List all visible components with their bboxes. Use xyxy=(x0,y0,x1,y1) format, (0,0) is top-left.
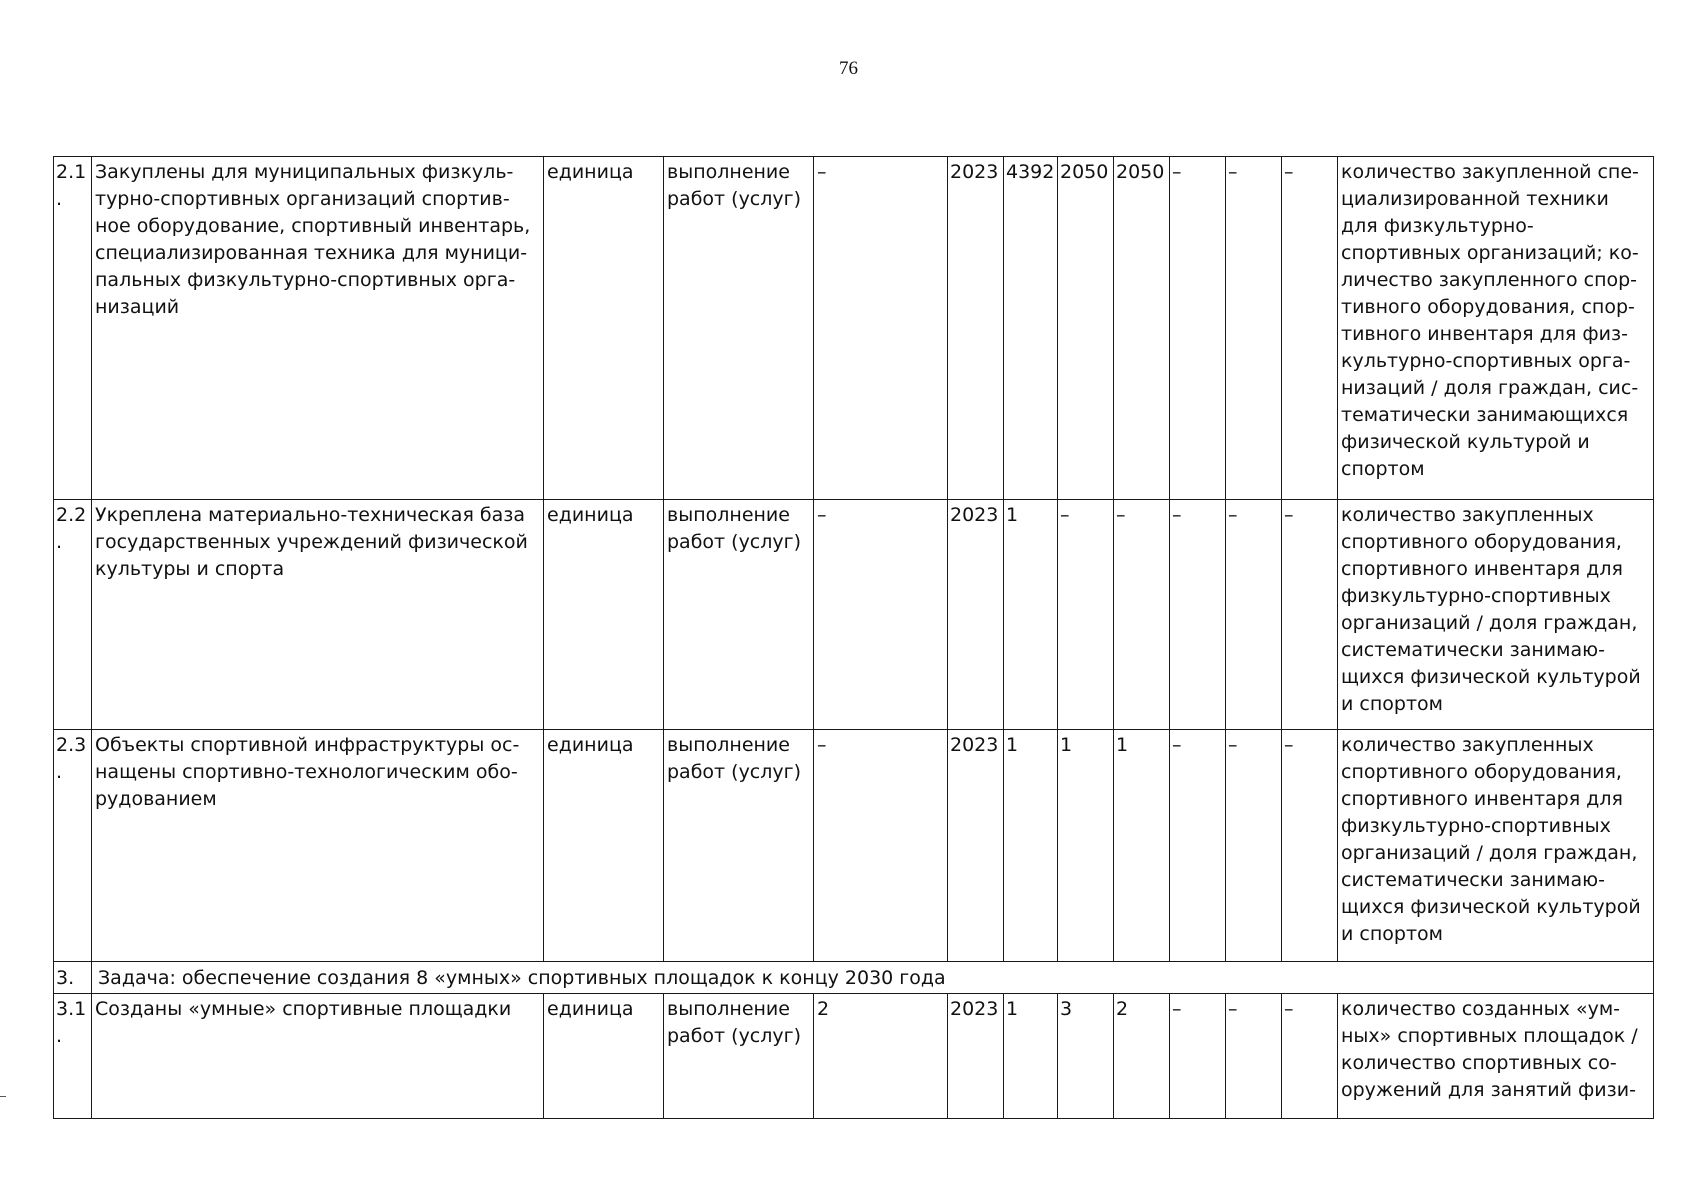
value-cell: 3 xyxy=(1058,994,1114,1119)
link-cell: количество закупленных спортивного оборудования, спортивного инвентаря для физкультурно-спортивных организаций / доля граждан, систематически занимаю-щихся физической культурой и спортом xyxy=(1338,500,1654,730)
table-row xyxy=(54,730,1654,962)
value-cell: – xyxy=(1226,730,1282,962)
value-cell: 2050 xyxy=(1058,157,1114,500)
value-cell: – xyxy=(1170,157,1226,500)
task-text: Задача: обеспечение создания 8 «умных» спортивных площадок к концу 2030 года xyxy=(92,962,1654,994)
base-value-cell: 2 xyxy=(814,994,948,1119)
value-cell: 1 xyxy=(1058,730,1114,962)
base-year-cell: 2023 xyxy=(948,157,1004,500)
table-row xyxy=(54,157,1654,500)
value-cell: – xyxy=(1170,730,1226,962)
unit-cell: единица xyxy=(544,157,664,500)
row-number: 2.2. xyxy=(54,500,92,730)
unit-cell: единица xyxy=(544,994,664,1119)
result-name: Объекты спортивной инфраструктуры ос-нащены спортивно-технологическим обо-рудованием xyxy=(92,730,544,962)
link-cell: количество созданных «ум-ных» спортивных площадок / количество спортивных со-оружений для занятий физи- xyxy=(1338,994,1654,1119)
table-row xyxy=(54,500,1654,730)
table-row xyxy=(54,994,1654,1119)
value-cell: – xyxy=(1170,500,1226,730)
value-cell: – xyxy=(1226,994,1282,1119)
value-cell: – xyxy=(1282,500,1338,730)
result-name: Созданы «умные» спортивные площадки xyxy=(92,994,544,1119)
value-cell: – xyxy=(1058,500,1114,730)
base-year-cell: 2023 xyxy=(948,500,1004,730)
value-cell: – xyxy=(1226,500,1282,730)
base-value-cell: – xyxy=(814,157,948,500)
page-number: 76 xyxy=(839,58,858,79)
result-name: Закуплены для муниципальных физкуль-турно-спортивных организаций спортив-ное оборудование, спортивный инвентарь, специализированная техника для муници-пальных физкультурно-спортивных орга-низаций xyxy=(92,157,544,500)
value-cell: – xyxy=(1282,157,1338,500)
value-cell: – xyxy=(1114,500,1170,730)
type-cell: выполнение работ (услуг) xyxy=(664,994,814,1119)
value-cell: – xyxy=(1170,994,1226,1119)
base-value-cell: – xyxy=(814,730,948,962)
base-value-cell: – xyxy=(814,500,948,730)
margin-mark xyxy=(0,1096,6,1097)
link-cell: количество закупленных спортивного оборудования, спортивного инвентаря для физкультурно-спортивных организаций / доля граждан, систематически занимаю-щихся физической культурой и спортом xyxy=(1338,730,1654,962)
value-cell: 1 xyxy=(1004,500,1058,730)
value-cell: 1 xyxy=(1004,730,1058,962)
value-cell: – xyxy=(1226,157,1282,500)
base-year-cell: 2023 xyxy=(948,994,1004,1119)
value-cell: 1 xyxy=(1114,730,1170,962)
result-name: Укреплена материально-техническая база государственных учреждений физической культуры и спорта xyxy=(92,500,544,730)
task-row xyxy=(54,962,1654,994)
base-year-cell: 2023 xyxy=(948,730,1004,962)
value-cell: 4392 xyxy=(1004,157,1058,500)
results-table xyxy=(53,156,1654,1119)
type-cell: выполнение работ (услуг) xyxy=(664,730,814,962)
value-cell: – xyxy=(1282,730,1338,962)
link-cell: количество закупленной спе-циализированной техники для физкультурно-спортивных организаций; ко-личество закупленного спор-тивного оборудования, спор-тивного инвентаря для физ-культурно-спортивных орга-низаций / доля граждан, сис-тематически занимающихся физической культурой и спортом xyxy=(1338,157,1654,500)
row-number: 2.1. xyxy=(54,157,92,500)
task-number: 3. xyxy=(54,962,92,994)
value-cell: 2050 xyxy=(1114,157,1170,500)
type-cell: выполнение работ (услуг) xyxy=(664,157,814,500)
value-cell: – xyxy=(1282,994,1338,1119)
unit-cell: единица xyxy=(544,730,664,962)
row-number: 3.1. xyxy=(54,994,92,1119)
unit-cell: единица xyxy=(544,500,664,730)
value-cell: 2 xyxy=(1114,994,1170,1119)
value-cell: 1 xyxy=(1004,994,1058,1119)
row-number: 2.3. xyxy=(54,730,92,962)
type-cell: выполнение работ (услуг) xyxy=(664,500,814,730)
